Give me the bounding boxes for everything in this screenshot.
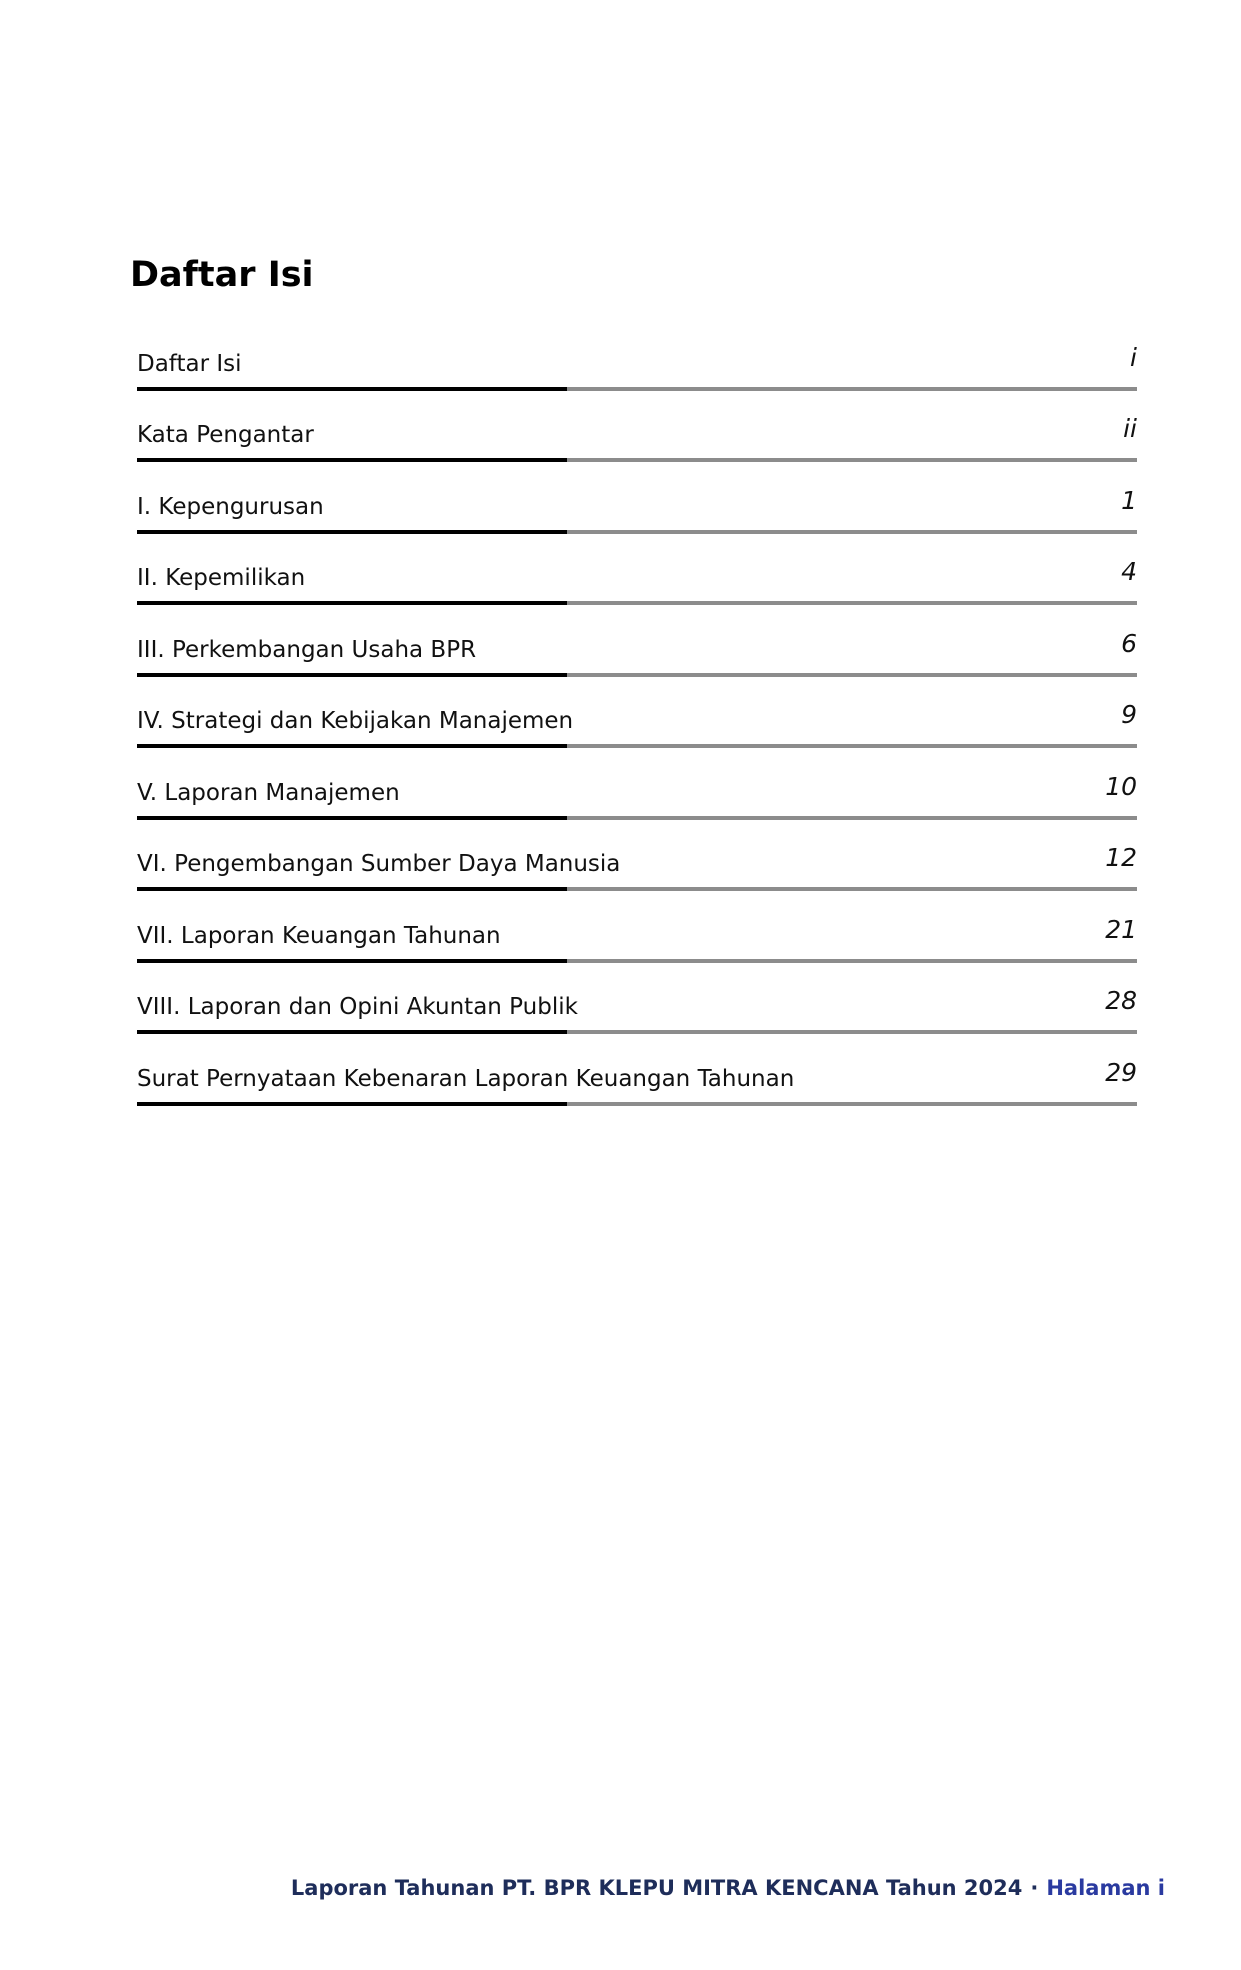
toc-entry[interactable]	[137, 820, 1137, 892]
toc-entry-label: VI. Pengembangan Sumber Daya Manusia	[137, 851, 621, 877]
toc-entry[interactable]	[137, 605, 1137, 677]
page-title: Daftar Isi	[130, 255, 314, 295]
toc-entry-label: III. Perkembangan Usaha BPR	[137, 636, 477, 663]
page-footer	[291, 1874, 1165, 1902]
toc-entry-page-number: 4	[1121, 557, 1137, 586]
toc-entry-label: VIII. Laporan dan Opini Akuntan Publik	[137, 994, 578, 1020]
toc-entry[interactable]	[137, 891, 1137, 963]
toc-entry-divider-accent	[137, 1102, 567, 1106]
toc-entry-page-number: 29	[1105, 1057, 1137, 1087]
toc-entry-page-number: 9	[1121, 700, 1137, 729]
table-of-contents	[137, 319, 1137, 1106]
toc-entry-label: VII. Laporan Keuangan Tahunan	[137, 922, 501, 949]
footer-report-title: Laporan Tahunan PT. BPR KLEPU MITRA KENCANA Tahun 2024	[290, 1876, 1023, 1900]
toc-entry-page-number: i	[1130, 342, 1137, 372]
toc-entry-label: Kata Pengantar	[137, 422, 314, 448]
toc-entry-page-number: 6	[1121, 628, 1137, 658]
footer-page-number: Halaman i	[1046, 1876, 1165, 1900]
toc-entry[interactable]	[137, 677, 1137, 749]
toc-entry-page-number: 10	[1105, 771, 1137, 801]
toc-entry-label: Daftar Isi	[137, 350, 242, 377]
toc-entry[interactable]	[137, 391, 1137, 463]
footer-separator: ·	[1030, 1876, 1039, 1900]
toc-entry[interactable]	[137, 963, 1137, 1035]
toc-entry[interactable]	[137, 319, 1137, 391]
toc-entry[interactable]	[137, 1034, 1137, 1106]
toc-entry[interactable]	[137, 462, 1137, 534]
toc-entry-page-number: 12	[1105, 843, 1137, 872]
toc-entry-page-number: 1	[1121, 485, 1137, 515]
toc-entry[interactable]	[137, 748, 1137, 820]
toc-entry-label: I. Kepengurusan	[137, 493, 324, 520]
toc-entry-label: IV. Strategi dan Kebijakan Manajemen	[137, 708, 574, 734]
toc-entry-page-number: ii	[1123, 414, 1137, 443]
toc-entry[interactable]	[137, 534, 1137, 606]
toc-entry-label: V. Laporan Manajemen	[137, 779, 400, 806]
toc-entry-label: II. Kepemilikan	[137, 565, 306, 591]
toc-entry-divider	[137, 1102, 1137, 1106]
toc-entry-page-number: 28	[1105, 986, 1137, 1015]
toc-entry-label: Surat Pernyataan Kebenaran Laporan Keuangan Tahunan	[137, 1065, 795, 1092]
toc-entry-page-number: 21	[1105, 914, 1137, 944]
